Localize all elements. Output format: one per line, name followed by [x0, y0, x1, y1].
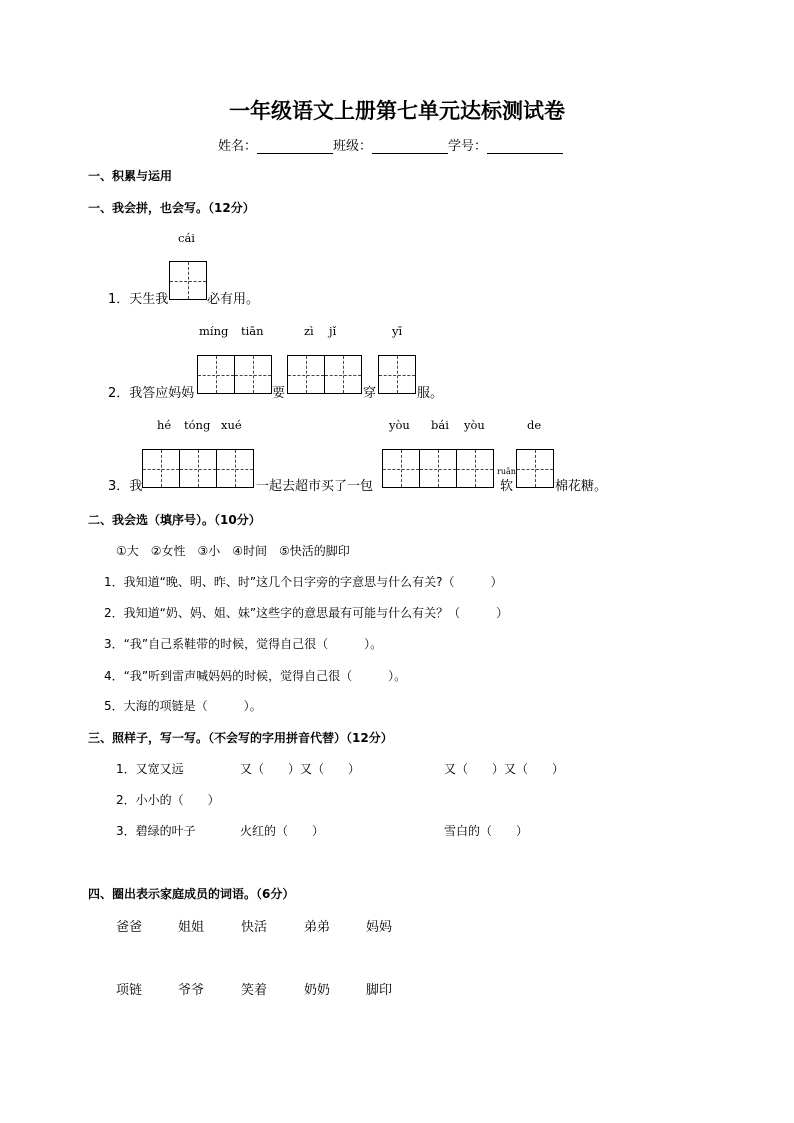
- q2-options: ①大 ②女性 ③小 ④时间 ⑤快活的脚印: [116, 544, 350, 558]
- name-blank[interactable]: [257, 139, 333, 154]
- q1-item3-before: 3．我: [108, 479, 143, 494]
- q1-item3-mid1: 一起去超市买了一包: [256, 479, 374, 494]
- name-label: 姓名：: [218, 139, 258, 154]
- writing-cell[interactable]: [517, 450, 554, 487]
- pinyin-ming: míng: [199, 324, 229, 338]
- q3-row3-blank-a: 火红的（ ）: [240, 824, 325, 838]
- q3-row1-blank-b: 又（ ）又（ ）: [444, 762, 565, 776]
- q2-item-5: 5．大海的项链是（ ）。: [104, 699, 262, 713]
- writing-grid[interactable]: [197, 355, 272, 394]
- part1-heading: 一、积累与运用: [88, 169, 173, 183]
- word-item[interactable]: 奶奶: [304, 983, 331, 998]
- writing-grid[interactable]: [516, 449, 554, 488]
- q1-item3-after: 棉花糖。: [555, 479, 608, 494]
- pinyin-zi: zì: [304, 324, 314, 338]
- word-item[interactable]: 快活: [241, 920, 268, 935]
- pinyin-tian: tiān: [241, 324, 264, 338]
- writing-grid[interactable]: [287, 355, 362, 394]
- pinyin-de: de: [527, 418, 542, 432]
- word-item[interactable]: 姐姐: [178, 920, 205, 935]
- pinyin-he: hé: [157, 418, 172, 432]
- writing-cell[interactable]: [198, 356, 235, 393]
- writing-cell[interactable]: [180, 450, 217, 487]
- number-label: 学号：: [448, 139, 488, 154]
- q2-heading: 二、我会选（填序号）。（10分）: [88, 513, 261, 527]
- writing-cell[interactable]: [170, 262, 207, 299]
- student-info: [218, 135, 563, 154]
- q3-heading: 三、照样子，写一写。（不会写的字用拼音代替）（12分）: [88, 731, 393, 745]
- q2-item-3: 3．“我”自己系鞋带的时候，觉得自己很（ ）。: [104, 637, 383, 651]
- pinyin-you-2: yòu: [464, 418, 485, 432]
- q4-heading: 四、圈出表示家庭成员的词语。（6分）: [88, 887, 295, 901]
- pinyin-ji: jǐ: [329, 324, 337, 338]
- word-item[interactable]: 弟弟: [304, 920, 331, 935]
- word-item[interactable]: 爸爸: [116, 920, 143, 935]
- q1-item2-mid1: 要: [272, 386, 286, 401]
- class-label: 班级：: [333, 139, 373, 154]
- writing-cell[interactable]: [457, 450, 494, 487]
- word-item[interactable]: 爷爷: [178, 983, 205, 998]
- writing-grid[interactable]: [382, 449, 494, 488]
- q1-item2-before: 2．我答应妈妈: [108, 386, 195, 401]
- q1-item1-after: 必有用。: [207, 292, 260, 307]
- q2-item-2: 2．我知道“奶、妈、姐、妹”这些字的意思最有可能与什么有关？（ ）: [104, 606, 509, 620]
- q1-item1-before: 1．天生我: [108, 292, 169, 307]
- writing-grid[interactable]: [169, 261, 207, 300]
- word-item[interactable]: 项链: [116, 983, 143, 998]
- pinyin-yi: yī: [392, 324, 403, 338]
- writing-cell[interactable]: [143, 450, 180, 487]
- q2-item-4: 4．“我”听到雷声喊妈妈的时候，觉得自己很（ ）。: [104, 669, 407, 683]
- writing-cell[interactable]: [379, 356, 416, 393]
- writing-cell[interactable]: [217, 450, 254, 487]
- q2-item-1: 1．我知道“晚、明、昨、时”这几个日字旁的字意思与什么有关?（ ）: [104, 575, 503, 589]
- q3-row1-blank-a: 又（ ）又（ ）: [240, 762, 361, 776]
- pinyin-xue: xué: [221, 418, 242, 432]
- writing-grid[interactable]: [142, 449, 254, 488]
- q3-row3-example: 3．碧绿的叶子: [116, 824, 196, 838]
- q3-row1-example: 1．又宽又远: [116, 762, 184, 776]
- pinyin-you: yòu: [389, 418, 410, 432]
- writing-cell[interactable]: [383, 450, 420, 487]
- q3-row2: 2．小小的（ ）: [116, 793, 220, 807]
- page-title: 一年级语文上册第七单元达标测试卷: [229, 98, 565, 123]
- writing-cell[interactable]: [288, 356, 325, 393]
- q1-item2-after: 服。: [417, 386, 444, 401]
- class-blank[interactable]: [372, 139, 448, 154]
- writing-grid[interactable]: [378, 355, 416, 394]
- q1-item3-mid2: 软: [500, 479, 514, 494]
- number-blank[interactable]: [487, 139, 563, 154]
- pinyin-tong: tóng: [184, 418, 211, 432]
- pinyin-cai: cái: [178, 231, 195, 245]
- pinyin-ruan: ruǎn: [497, 467, 516, 476]
- writing-cell[interactable]: [235, 356, 272, 393]
- q1-heading: 一、我会拼，也会写。（12分）: [88, 201, 255, 215]
- writing-cell[interactable]: [325, 356, 362, 393]
- q3-row3-blank-b: 雪白的（ ）: [444, 824, 529, 838]
- writing-cell[interactable]: [420, 450, 457, 487]
- q1-item2-mid2: 穿: [363, 386, 377, 401]
- word-item[interactable]: 脚印: [366, 983, 393, 998]
- word-item[interactable]: 妈妈: [366, 920, 393, 935]
- word-item[interactable]: 笑着: [241, 983, 268, 998]
- pinyin-bai: bái: [431, 418, 449, 432]
